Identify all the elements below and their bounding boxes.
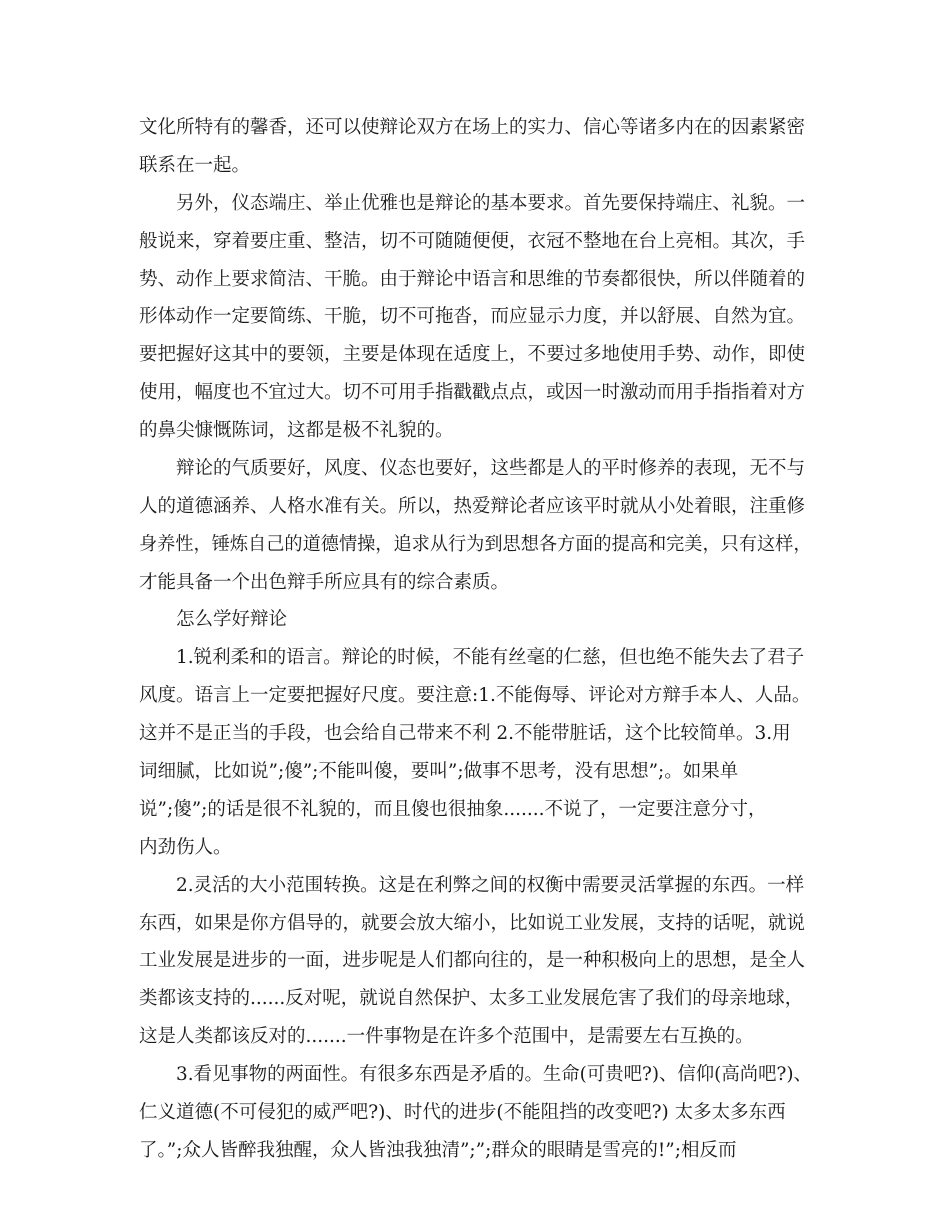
text-line: 说”;傻”;的话是很不礼貌的，而且傻也很抽象.......不说了，一定要注意分寸， bbox=[139, 799, 767, 820]
section-heading: 怎么学好辩论 bbox=[176, 609, 288, 630]
paragraph-first-line: 1.锐利柔和的语言。辩论的时候，不能有丝毫的仁慈，但也绝不能失去了君子 bbox=[176, 647, 805, 668]
text-line: 势、动作上要求简洁、干脆。由于辩论中语言和思维的节奏都很快，所以伴随着的 bbox=[139, 269, 806, 290]
paragraph-first-line: 另外，仪态端庄、举止优雅也是辩论的基本要求。首先要保持端庄、礼貌。一 bbox=[176, 193, 806, 214]
paragraph-first-line: 2.灵活的大小范围转换。这是在利弊之间的权衡中需要灵活掌握的东西。一样 bbox=[176, 875, 805, 896]
text-line: 了。”;众人皆醉我独醒，众人皆浊我独清”;”;群众的眼睛是雪亮的!”;相反而 bbox=[139, 1140, 737, 1161]
paragraph-first-line: 3.看见事物的两面性。有很多东西是矛盾的。生命(可贵吧?)、信仰(高尚吧?)、 bbox=[176, 1064, 812, 1085]
text-line: 人的道德涵养、人格水准有关。所以，热爱辩论者应该平时就从小处着眼，注重修 bbox=[139, 496, 806, 517]
text-line: 文化所特有的馨香，还可以使辩论双方在场上的实力、信心等诸多内在的因素紧密 bbox=[139, 117, 806, 138]
text-line: 词细腻，比如说”;傻”;不能叫傻，要叫”;做事不思考，没有思想”;。如果单 bbox=[139, 761, 739, 782]
text-line: 的鼻尖慷慨陈词，这都是极不礼貌的。 bbox=[139, 420, 454, 441]
text-line: 内劲伤人。 bbox=[139, 837, 232, 858]
text-line: 工业发展是进步的一面，进步呢是人们都向往的，是一种积极向上的思想，是全人 bbox=[139, 950, 806, 971]
text-line: 身养性，锤炼自己的道德情操，追求从行为到思想各方面的提高和完美，只有这样， bbox=[139, 534, 812, 555]
text-line: 风度。语言上一定要把握好尺度。要注意:1.不能侮辱、评论对方辩手本人、人品。 bbox=[139, 685, 811, 706]
text-line: 般说来，穿着要庄重、整洁，切不可随随便便，衣冠不整地在台上亮相。其次，手 bbox=[139, 231, 806, 252]
text-line: 东西，如果是你方倡导的，就要会放大缩小，比如说工业发展，支持的话呢，就说 bbox=[139, 913, 806, 934]
text-line: 联系在一起。 bbox=[139, 155, 251, 176]
text-line: 使用，幅度也不宜过大。切不可用手指戳戳点点，或因一时激动而用手指指着对方 bbox=[139, 382, 806, 403]
text-line: 仁义道德(不可侵犯的威严吧?)、时代的进步(不能阻挡的改变吧?) 太多太多东西 bbox=[139, 1102, 786, 1123]
text-line: 这并不是正当的手段，也会给自己带来不利 2.不能带脏话，这个比较简单。3.用 bbox=[139, 723, 791, 744]
text-line: 形体动作一定要简练、干脆，切不可拖沓，而应显示力度，并以舒展、自然为宜。 bbox=[139, 306, 806, 327]
paragraph-first-line: 辩论的气质要好，风度、仪态也要好，这些都是人的平时修养的表现，无不与 bbox=[176, 458, 806, 479]
text-line: 类都该支持的......反对呢，就说自然保护、太多工业发展危害了我们的母亲地球， bbox=[139, 988, 804, 1009]
text-line: 要把握好这其中的要领，主要是体现在适度上，不要过多地使用手势、动作，即使 bbox=[139, 344, 806, 365]
text-line: 这是人类都该反对的.......一件事物是在许多个范围中，是需要左右互换的。 bbox=[139, 1026, 754, 1047]
text-line: 才能具备一个出色辩手所应具有的综合素质。 bbox=[139, 572, 510, 593]
